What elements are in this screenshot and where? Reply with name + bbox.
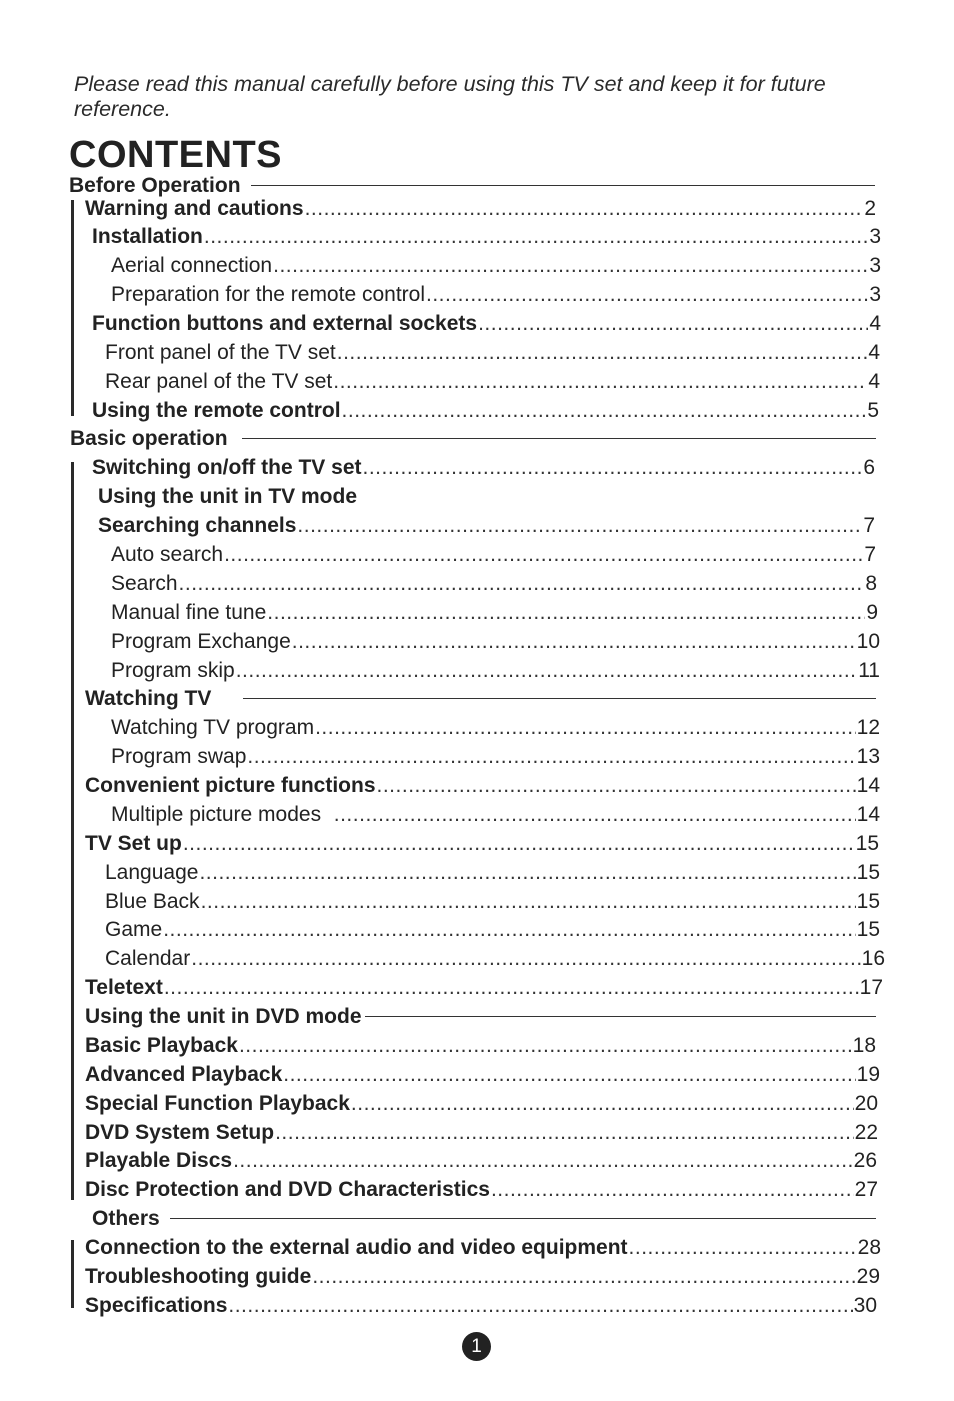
toc-entry[interactable]	[85, 1175, 878, 1204]
leader-dots	[342, 396, 867, 425]
toc-entry[interactable]	[85, 1031, 876, 1060]
toc-entry-label: Playable Discs	[85, 1149, 233, 1172]
leader-dots	[224, 540, 863, 569]
section-heading-label: Others	[92, 1206, 160, 1230]
leader-dots	[164, 973, 859, 1002]
leader-dots	[228, 1291, 852, 1320]
leader-dots	[337, 338, 868, 367]
toc-entry[interactable]	[111, 598, 878, 627]
toc-entry[interactable]	[105, 944, 885, 973]
toc-entry-label: Game	[105, 918, 163, 941]
leader-dots	[204, 222, 868, 251]
leader-dots	[239, 1031, 852, 1060]
toc-entry-page: 29	[856, 1265, 880, 1288]
toc-entry-page: 15	[856, 861, 880, 884]
toc-entry-page: 9	[866, 601, 878, 624]
toc-entry-page: 3	[869, 254, 881, 277]
leader-dots	[334, 800, 856, 829]
toc-entry-page: 7	[864, 543, 876, 566]
toc-entry-label: Preparation for the remote control	[111, 283, 425, 306]
heading-rule	[242, 438, 876, 439]
section-bar	[71, 1240, 74, 1308]
toc-entry[interactable]	[111, 627, 880, 656]
toc-entry[interactable]	[98, 511, 875, 540]
toc-entry-label: TV Set up	[85, 832, 182, 855]
toc-entry-label: Program skip	[111, 659, 235, 682]
toc-entry[interactable]	[85, 771, 880, 800]
toc-entry-label: Blue Back	[105, 890, 200, 913]
toc-entry[interactable]	[85, 1146, 877, 1175]
toc-entry-label: Language	[105, 861, 199, 884]
toc-entry[interactable]	[85, 1291, 877, 1320]
toc-entry-label: Special Function Playback	[85, 1092, 350, 1115]
toc-entry-page: 14	[856, 774, 880, 797]
heading-rule	[170, 1218, 876, 1219]
toc-entry-label: Warning and cautions	[85, 197, 304, 220]
toc-entry[interactable]	[111, 540, 876, 569]
toc-entry-page: 22	[854, 1121, 878, 1144]
toc-entry-label: DVD System Setup	[85, 1121, 275, 1144]
leader-dots	[377, 771, 856, 800]
toc-entry-label: Calendar	[105, 947, 191, 970]
section-heading-label: Basic operation	[70, 426, 228, 450]
toc-entry[interactable]	[111, 569, 877, 598]
leader-dots	[333, 367, 867, 396]
toc-entry-label: Disc Protection and DVD Characteristics	[85, 1178, 490, 1201]
toc-entry-page: 19	[856, 1063, 880, 1086]
toc-entry-label: Specifications	[85, 1294, 228, 1317]
toc-entry-label: Advanced Playback	[85, 1063, 283, 1086]
toc-entry-page: 30	[853, 1294, 877, 1317]
toc-entry-label: Connection to the external audio and video equipment	[85, 1236, 628, 1259]
toc-entry[interactable]	[105, 887, 880, 916]
toc-entry-page: 26	[853, 1149, 877, 1172]
leader-dots	[273, 251, 868, 280]
toc-entry-label: Using the unit in TV mode	[98, 485, 357, 508]
toc-entry-page: 27	[854, 1178, 878, 1201]
toc-subheading	[98, 482, 598, 511]
toc-entry-page: 10	[856, 630, 880, 653]
toc-entry-label: Function buttons and external sockets	[92, 312, 478, 335]
toc-entry[interactable]	[85, 973, 883, 1002]
toc-entry[interactable]	[105, 915, 880, 944]
section-heading-watching-tv	[85, 686, 876, 711]
toc-entry-page: 20	[854, 1092, 878, 1115]
toc-entry-label: Searching channels	[98, 514, 297, 537]
toc-entry-page: 15	[856, 918, 880, 941]
toc-entry-page: 3	[869, 225, 881, 248]
leader-dots	[426, 280, 868, 309]
toc-entry[interactable]	[111, 713, 880, 742]
toc-entry[interactable]	[111, 656, 880, 685]
section-heading-label: Watching TV	[85, 686, 212, 710]
leader-dots	[491, 1175, 854, 1204]
toc-entry-label: Rear panel of the TV set	[105, 370, 333, 393]
section-bar	[71, 200, 74, 416]
leader-dots	[191, 944, 860, 973]
leader-dots	[297, 511, 862, 540]
section-heading-basic-operation	[70, 426, 876, 451]
toc-entry-label: Troubleshooting guide	[85, 1265, 312, 1288]
toc-entry[interactable]	[85, 1089, 878, 1118]
leader-dots	[179, 569, 865, 598]
leader-dots	[351, 1089, 854, 1118]
leader-dots	[236, 656, 857, 685]
toc-entry-page: 16	[861, 947, 885, 970]
toc-entry[interactable]	[92, 396, 879, 425]
toc-entry-page: 4	[868, 370, 880, 393]
toc-entry-label: Search	[111, 572, 178, 595]
toc-entry-label: Switching on/off the TV set	[92, 456, 362, 479]
toc-entry[interactable]	[92, 309, 881, 338]
leader-dots	[267, 598, 865, 627]
toc-entry-page: 18	[852, 1034, 876, 1057]
toc-entry[interactable]	[111, 251, 881, 280]
toc-entry-page: 6	[863, 456, 875, 479]
heading-rule	[243, 698, 876, 699]
toc-entry-label: Watching TV program	[111, 716, 315, 739]
page-title: CONTENTS	[69, 134, 282, 176]
leader-dots	[233, 1146, 853, 1175]
toc-entry-page: 13	[856, 745, 880, 768]
leader-dots	[247, 742, 855, 771]
toc-entry[interactable]	[92, 453, 875, 482]
leader-dots	[292, 627, 856, 656]
leader-dots	[199, 858, 855, 887]
toc-entry-label: Using the remote control	[92, 399, 341, 422]
toc-entry[interactable]	[85, 1262, 880, 1291]
toc-entry[interactable]	[105, 858, 880, 887]
toc-entry-label: Program swap	[111, 745, 247, 768]
heading-rule	[251, 185, 875, 186]
toc-entry-page: 2	[864, 197, 876, 220]
leader-dots	[283, 1060, 855, 1089]
leader-dots	[201, 887, 856, 916]
leader-dots	[305, 194, 864, 223]
leader-dots	[478, 309, 868, 338]
toc-entry-page: 11	[858, 659, 880, 682]
toc-entry-page: 3	[869, 283, 881, 306]
toc-entry-page: 4	[869, 312, 881, 335]
toc-entry-page: 28	[857, 1236, 881, 1259]
toc-entry-page: 17	[859, 976, 883, 999]
heading-rule	[365, 1016, 877, 1017]
leader-dots	[312, 1262, 855, 1291]
leader-dots	[163, 915, 855, 944]
intro-note: Please read this manual carefully before using this TV set and keep it for future reference.	[74, 72, 826, 121]
toc-entry-page: 15	[856, 890, 880, 913]
leader-dots	[183, 829, 855, 858]
toc-entry-page: 7	[863, 514, 875, 537]
toc-entry-page: 12	[856, 716, 880, 739]
toc-entry-page: 15	[855, 832, 879, 855]
toc-entry[interactable]	[85, 1118, 878, 1147]
leader-dots	[275, 1118, 854, 1147]
toc-entry-label: Program Exchange	[111, 630, 291, 653]
toc-entry-label: Auto search	[111, 543, 224, 566]
toc-entry[interactable]	[85, 829, 879, 858]
toc-entry-page: 5	[867, 399, 879, 422]
section-heading-label: Before Operation	[69, 173, 241, 197]
section-heading-label: Using the unit in DVD mode	[85, 1004, 362, 1028]
section-heading-dvd-mode	[85, 1004, 876, 1029]
toc-entry-label: Teletext	[85, 976, 163, 999]
toc-entry-label: Installation	[92, 225, 203, 248]
toc-entry-label: Manual fine tune	[111, 601, 267, 624]
toc-entry-label: Front panel of the TV set	[105, 341, 336, 364]
leader-dots	[315, 713, 856, 742]
toc-entry-label: Multiple picture modes	[111, 803, 333, 826]
toc-entry-page: 14	[856, 803, 880, 826]
toc-entry[interactable]	[111, 800, 880, 829]
toc-entry[interactable]	[105, 338, 880, 367]
toc-entry[interactable]	[105, 367, 880, 396]
toc-entry-label: Aerial connection	[111, 254, 273, 277]
page-number-badge: 1	[462, 1332, 491, 1361]
toc-entry[interactable]	[92, 222, 881, 251]
leader-dots	[363, 453, 863, 482]
toc-entry-page: 4	[868, 341, 880, 364]
section-heading-others	[92, 1206, 876, 1231]
toc-entry[interactable]	[85, 194, 876, 223]
toc-entry-label: Basic Playback	[85, 1034, 238, 1057]
toc-entry-page: 8	[865, 572, 877, 595]
toc-entry-label: Convenient picture functions	[85, 774, 376, 797]
section-bar	[71, 462, 74, 1200]
toc-entry[interactable]	[111, 280, 881, 309]
leader-dots	[629, 1233, 857, 1262]
toc-entry[interactable]	[111, 742, 880, 771]
toc-entry[interactable]	[85, 1060, 880, 1089]
toc-entry[interactable]	[85, 1233, 881, 1262]
